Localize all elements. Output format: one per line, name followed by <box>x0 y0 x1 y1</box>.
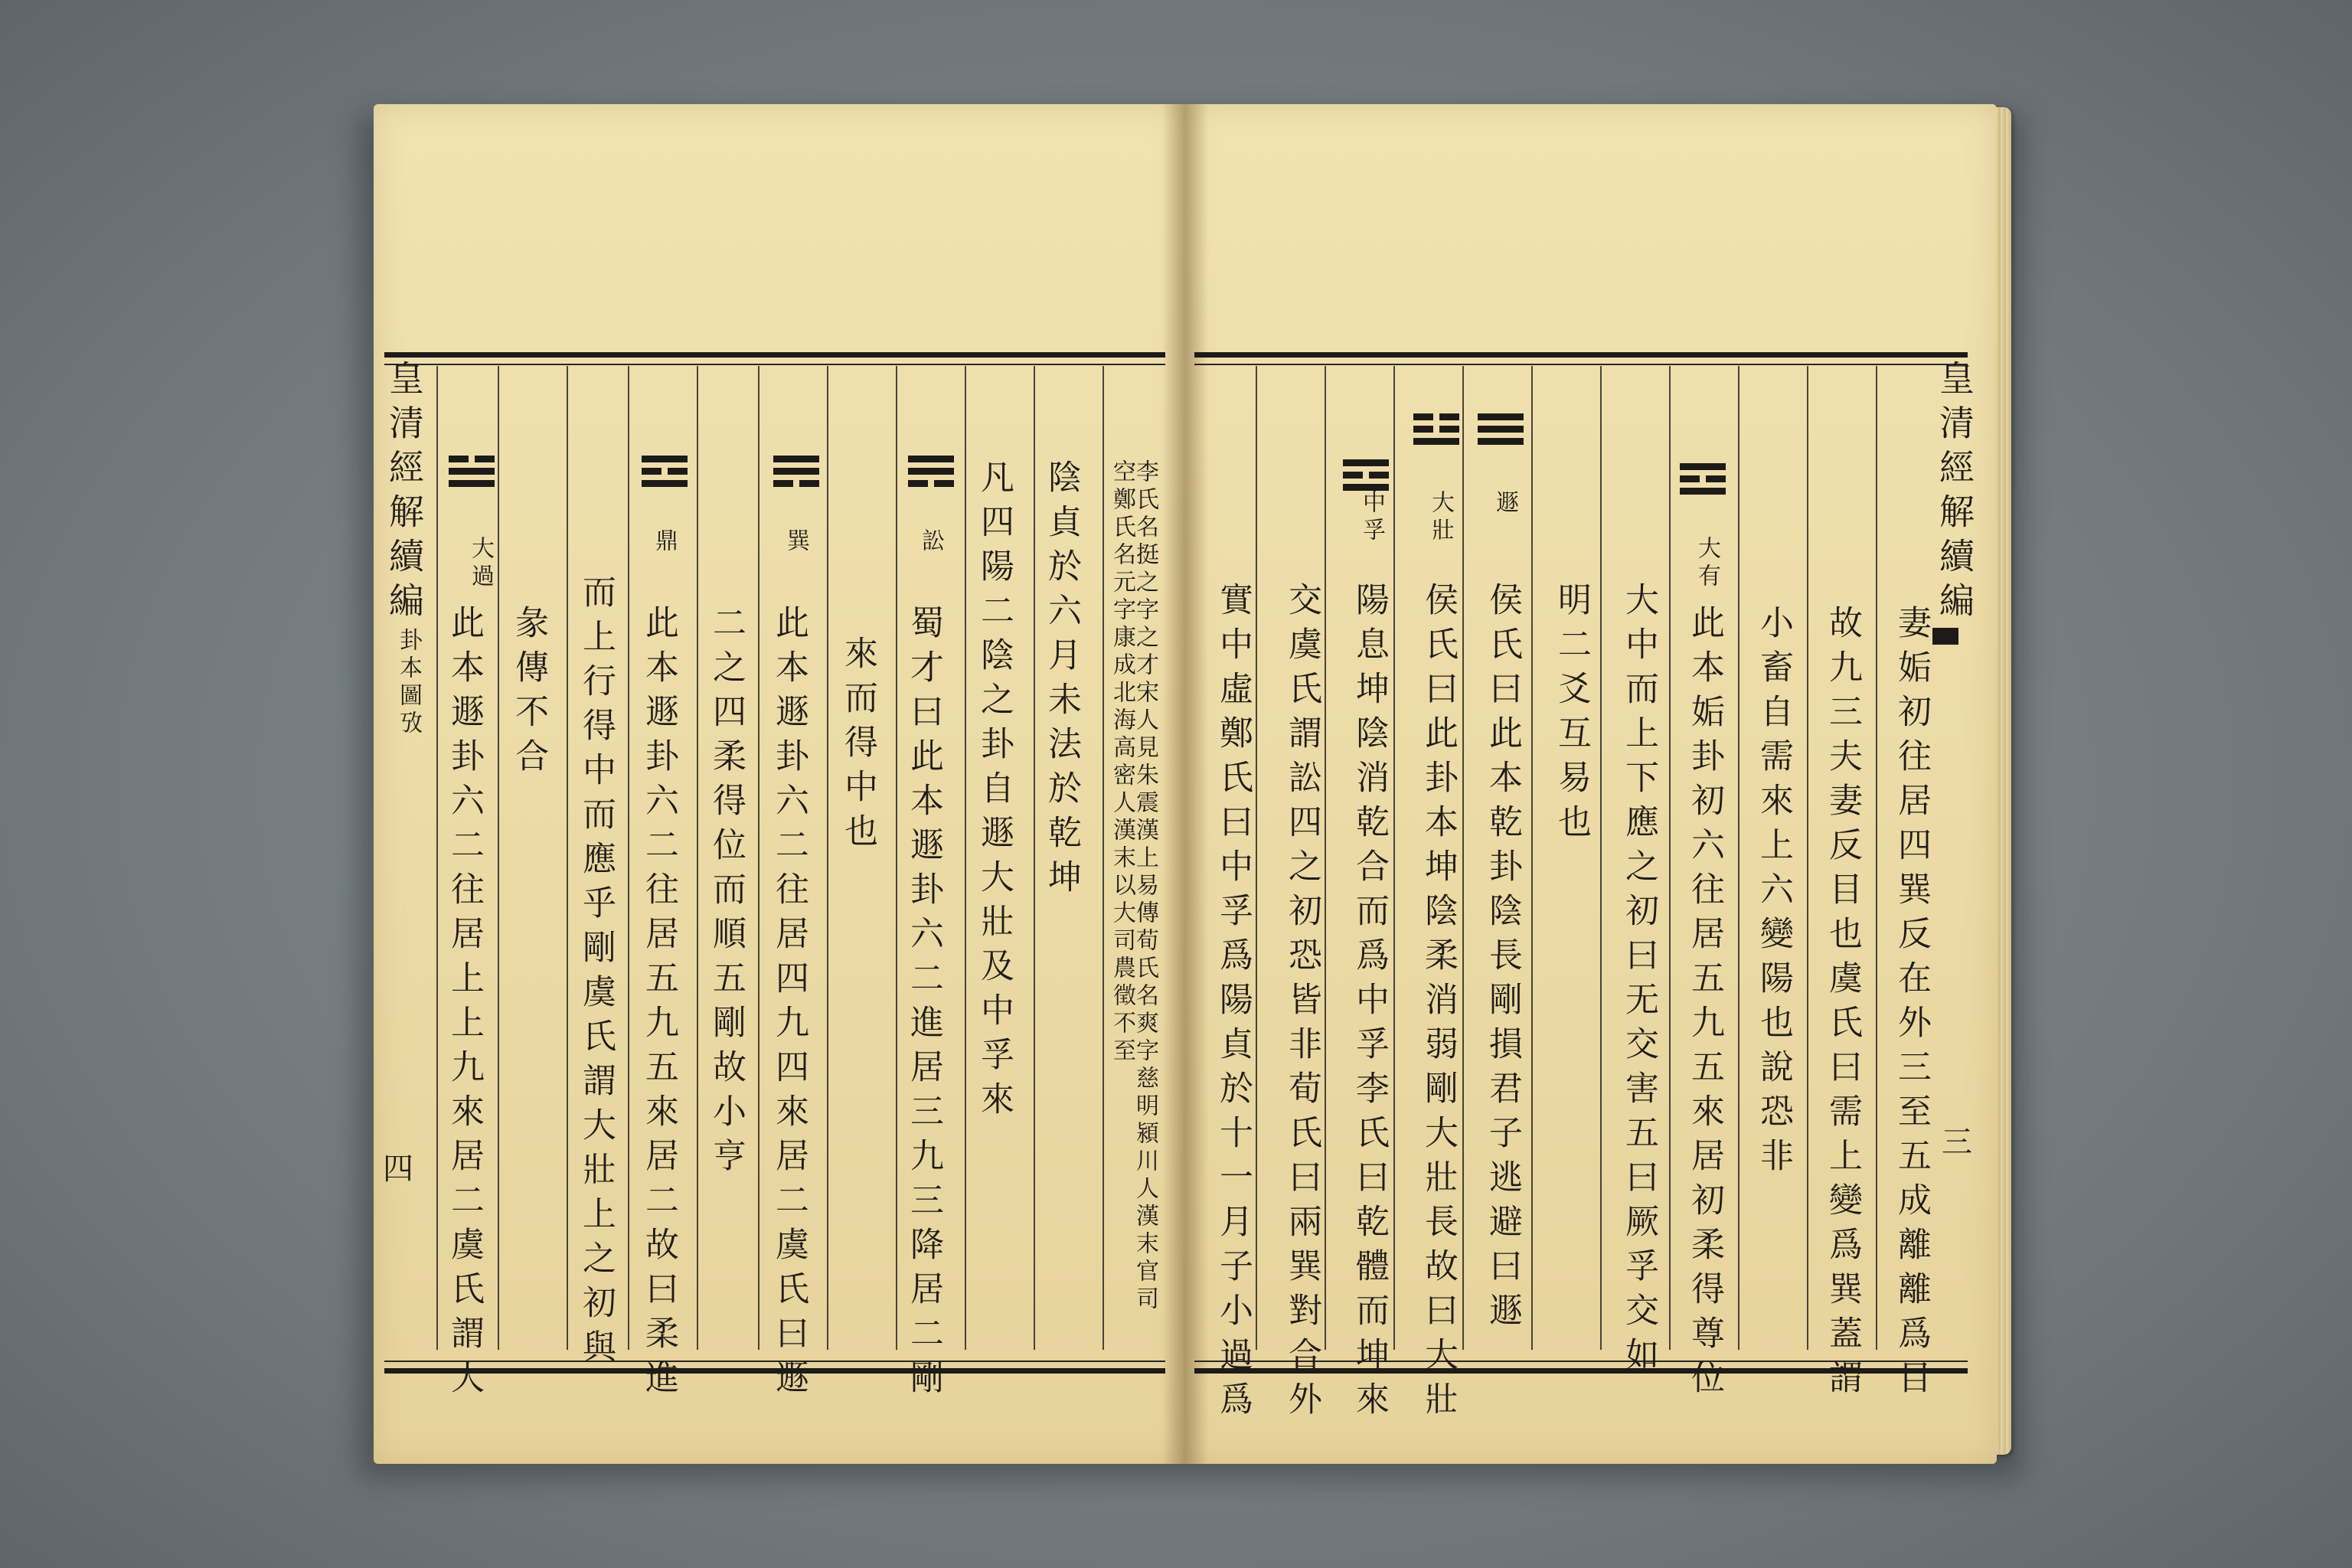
column-rule <box>1393 366 1395 1350</box>
column-rule <box>965 366 966 1350</box>
left-section-label: 卦本圖攷 <box>395 628 422 738</box>
text-column: 交虞氏謂訟四之初恐皆非荀氏曰兩巽對合外 <box>1282 582 1321 1426</box>
hexagram-name: 遯 <box>1491 490 1518 518</box>
text-column: 故九三夫妻反目也虞氏曰需上變爲巽蓋謂 <box>1823 605 1862 1404</box>
text-column: 妻姤初往居四巽反在外三至五成離離爲目 <box>1892 605 1931 1404</box>
text-column: 彖傳不合 <box>509 605 548 782</box>
text-column: 實中虛鄭氏曰中孚爲陽貞於十一月子小過爲 <box>1214 582 1253 1426</box>
text-column: 小畜自需來上六變陽也說恐非 <box>1754 605 1793 1182</box>
column-rule <box>1807 366 1808 1350</box>
text-column: 侯氏曰此本乾卦陰長剛損君子逃避曰遯 <box>1483 582 1522 1337</box>
hexagram-name: 中孚 <box>1358 490 1385 545</box>
column-rule <box>1600 366 1602 1350</box>
commentary-note: 李氏名挺之字之才宋人見朱震漢上易傳荀氏名爽字慈明潁川人漢末官司空鄭氏名元字康成北海高密人漢末以大司農徵不至 <box>1109 459 1158 1314</box>
column-rule <box>758 366 760 1350</box>
text-column: 蜀才曰此本遯卦六二進居三九三降居二剛 <box>904 605 943 1404</box>
hexagram-icon <box>1478 413 1524 445</box>
column-rule <box>1462 366 1464 1350</box>
right-header-title: 皇清經解續編 <box>1934 360 1975 626</box>
text-column: 凡四陽二陰之卦自遯大壯及中孚來 <box>975 459 1014 1125</box>
column-rule <box>697 366 698 1350</box>
text-column: 此本遯卦六二往居四九四來居二虞氏曰遯 <box>769 605 808 1404</box>
text-column: 此本姤卦初六往居五九五來居初柔得尊位 <box>1685 605 1724 1404</box>
text-column: 來而得中也 <box>838 635 877 858</box>
column-rule <box>1034 366 1035 1350</box>
column-rule <box>567 366 568 1350</box>
text-column: 此本遯卦六二往居上上九來居二虞氏謂大 <box>445 605 484 1404</box>
column-rule <box>1876 366 1877 1350</box>
hexagram-name: 巽 <box>782 528 809 556</box>
column-rule <box>628 366 629 1350</box>
hexagram-icon <box>773 456 819 487</box>
text-column: 陽息坤陰消乾合而爲中孚李氏曰乾體而坤來 <box>1350 582 1389 1426</box>
hexagram-name: 大有 <box>1694 536 1720 591</box>
column-rule <box>436 366 438 1350</box>
column-rule <box>1325 366 1326 1350</box>
hexagram-icon <box>449 456 495 487</box>
hexagram-icon <box>642 456 688 487</box>
column-rule <box>1738 366 1740 1350</box>
right-page-number: 三 <box>1942 1125 1972 1160</box>
hexagram-name: 大過 <box>467 536 494 591</box>
column-rule <box>1102 366 1104 1350</box>
text-column: 明二爻互易也 <box>1552 582 1591 848</box>
hexagram-name: 訟 <box>917 528 944 556</box>
column-rule <box>896 366 897 1350</box>
text-column: 侯氏曰此卦本坤陰柔消弱剛大壯長故曰大壯 <box>1419 582 1458 1426</box>
column-rule <box>498 366 499 1350</box>
hexagram-name: 大壯 <box>1427 490 1454 545</box>
fishtail-mark-icon <box>1932 628 1958 645</box>
column-rule <box>827 366 828 1350</box>
column-rule <box>1531 366 1533 1350</box>
text-column: 二之四柔得位而順五剛故小亨 <box>707 605 746 1182</box>
hexagram-icon <box>908 456 954 487</box>
text-column: 大中而上下應之初曰无交害五曰厥孚交如 <box>1619 582 1658 1381</box>
text-column: 陰貞於六月未法於乾坤 <box>1042 459 1081 903</box>
left-header-title: 皇清經解續編 <box>384 360 425 626</box>
left-page-number: 四 <box>383 1152 413 1187</box>
hexagram-icon <box>1680 463 1726 495</box>
hexagram-name: 鼎 <box>651 528 678 556</box>
column-rule <box>1256 366 1257 1350</box>
hexagram-icon <box>1413 413 1459 445</box>
column-rule <box>1669 366 1671 1350</box>
text-column: 此本遯卦六二往居五九五來居二故曰柔進 <box>639 605 678 1404</box>
hexagram-icon <box>1343 459 1389 491</box>
text-column: 而上行得中而應乎剛虞氏謂大壯上之初與 <box>577 574 616 1374</box>
